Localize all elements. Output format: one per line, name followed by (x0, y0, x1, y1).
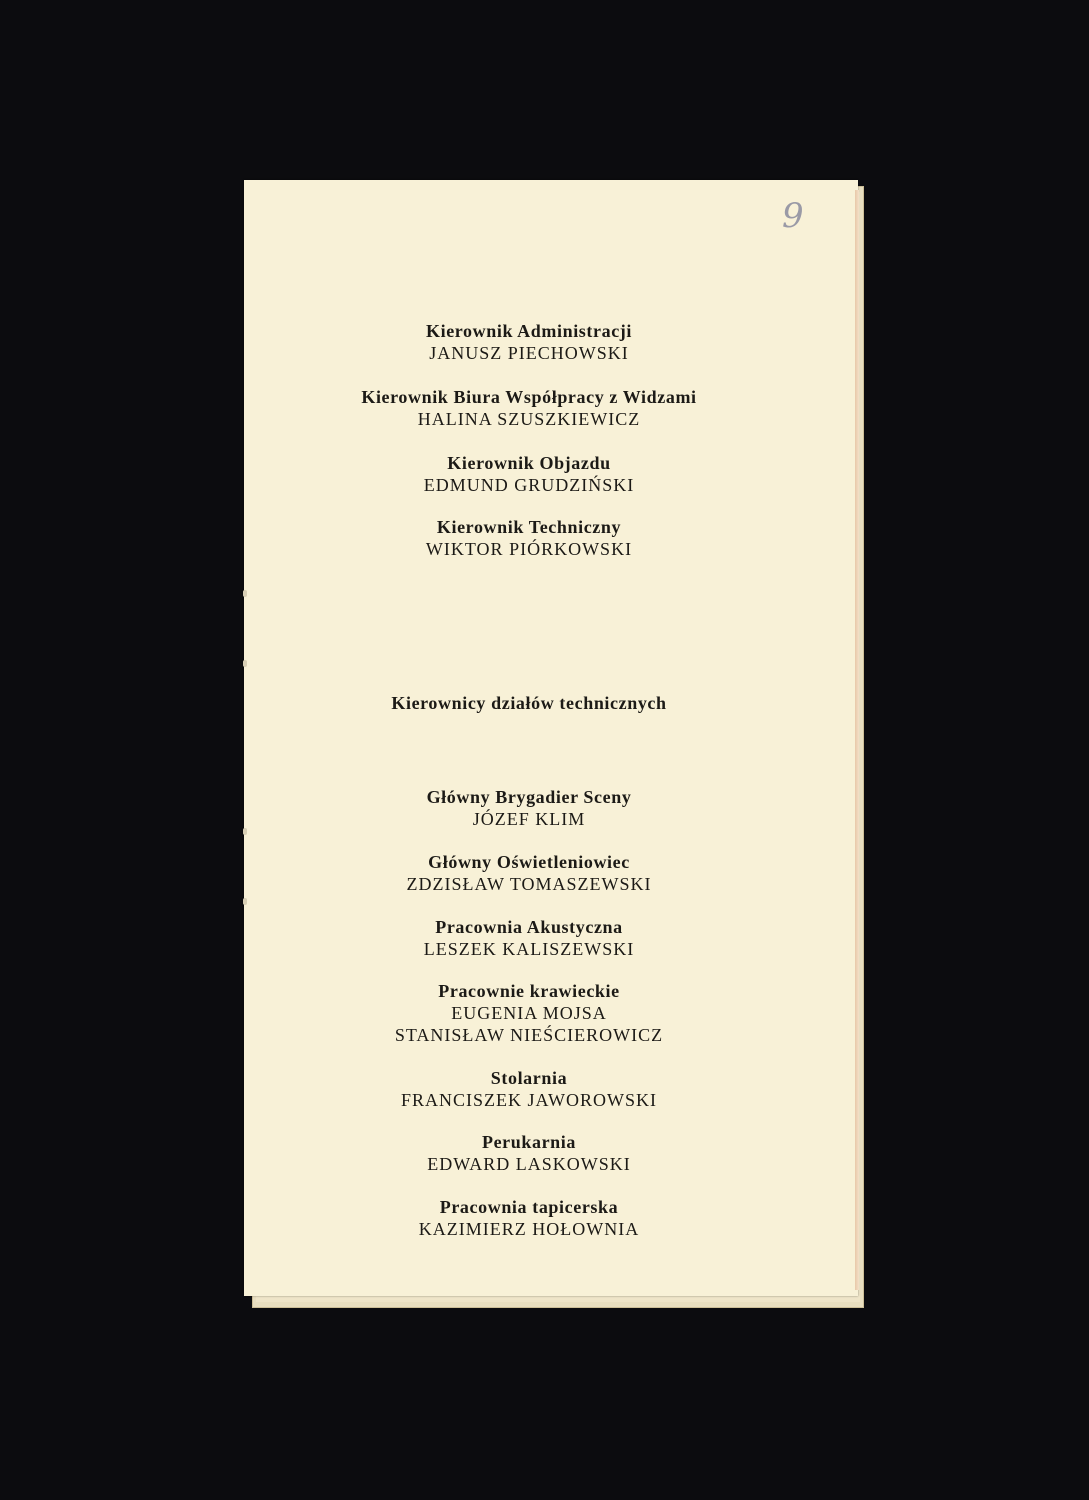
credit-name: HALINA SZUSZKIEWICZ (417, 409, 641, 429)
credit-role: Główny Oświetleniowiec (428, 852, 630, 872)
credit-role: Kierownik Objazdu (447, 453, 611, 473)
page-edge (855, 190, 859, 1290)
credit-role: Kierownik Administracji (426, 321, 632, 341)
credit-name: WIKTOR PIÓRKOWSKI (425, 539, 633, 559)
credit-role: Kierownik Biura Współpracy z Widzami (361, 387, 697, 407)
credit-name: JÓZEF KLIM (472, 809, 586, 829)
credit-name: KAZIMIERZ HOŁOWNIA (418, 1219, 640, 1239)
credit-role: Pracownie krawieckie (438, 981, 620, 1001)
credit-entry (244, 1067, 814, 1111)
credit-entry (244, 1131, 814, 1175)
credit-name: EUGENIA MOJSA (451, 1003, 607, 1023)
credit-role: Perukarnia (482, 1132, 576, 1152)
credit-role: Pracownia Akustyczna (435, 917, 623, 937)
credit-name: FRANCISZEK JAWOROWSKI (400, 1090, 658, 1110)
credit-name: LESZEK KALISZEWSKI (423, 939, 635, 959)
credit-entry (244, 786, 814, 830)
credit-entry (244, 916, 814, 960)
credit-name: EDMUND GRUDZIŃSKI (423, 475, 635, 495)
credit-entry (244, 851, 814, 895)
credit-entry (244, 1196, 814, 1240)
credit-role: Kierownik Techniczny (436, 517, 622, 537)
credit-role: Pracownia tapicerska (439, 1197, 619, 1217)
credit-name: JANUSZ PIECHOWSKI (429, 343, 629, 363)
credit-entry (244, 320, 814, 364)
credit-entry (244, 386, 814, 430)
credit-name: EDWARD LASKOWSKI (427, 1154, 631, 1174)
credit-role: Główny Brygadier Sceny (426, 787, 632, 807)
section-heading: Kierownicy działów technicznych (391, 693, 667, 713)
handwritten-page-number: 9 (782, 196, 804, 236)
credits-content (244, 180, 814, 1296)
credit-entry (244, 516, 814, 560)
credit-name: ZDZISŁAW TOMASZEWSKI (406, 874, 652, 894)
credit-name: STANISŁAW NIEŚCIEROWICZ (394, 1025, 664, 1045)
credit-role: Stolarnia (490, 1068, 568, 1088)
credit-entry (244, 980, 814, 1046)
credit-entry (244, 452, 814, 496)
